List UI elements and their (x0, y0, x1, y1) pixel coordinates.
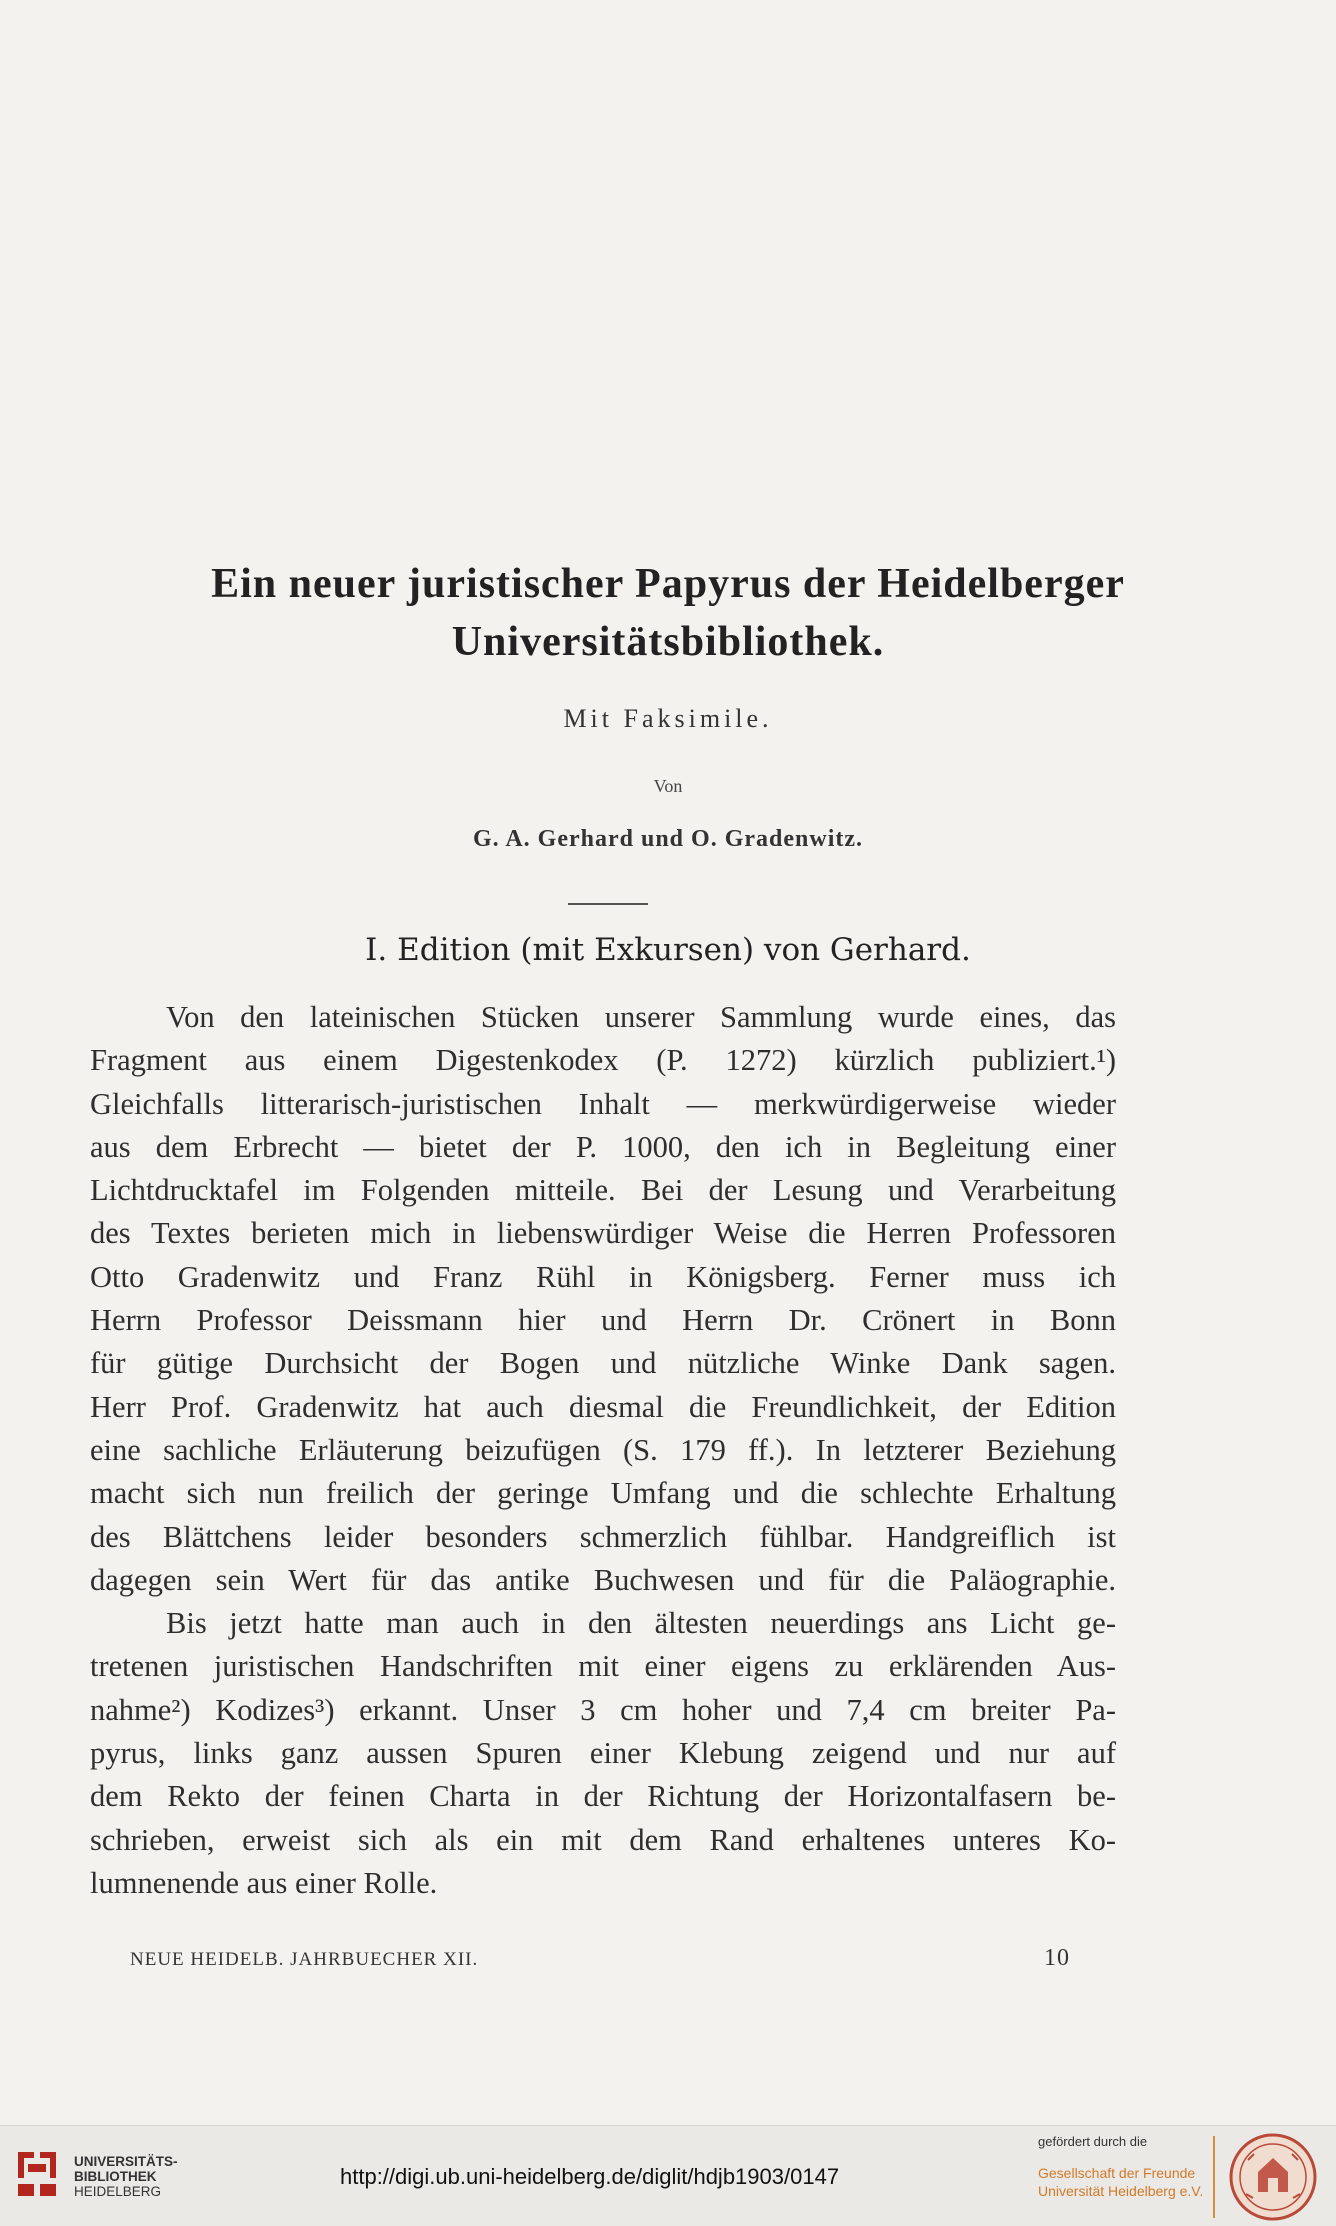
sponsor-name[interactable] (1038, 2164, 1203, 2200)
body-line: Von den lateinischen Stücken unserer Sammlung wurde eines, das (166, 1000, 1116, 1034)
body-line: tretenen juristischen Handschriften mit einer eigens zu erklärenden Aus- (90, 1649, 1116, 1684)
body-line: Gleichfalls litterarisch-juristischen Inhalt — merkwürdigerweise wieder (90, 1086, 1116, 1121)
body-line: schrieben, erweist sich als ein mit dem Rand erhaltenes unteres Ko- (90, 1822, 1116, 1857)
body-line: nahme²) Kodizes³) erkannt. Unser 3 cm hoher und 7,4 cm breiter Pa- (90, 1692, 1116, 1727)
byline-von: Von (653, 776, 683, 796)
body-line: Herrn Professor Deissmann hier und Herrn Dr. Crönert in Bonn (90, 1303, 1116, 1338)
article-title-line1: Ein neuer juristischer Papyrus der Heidelberger (211, 561, 1125, 607)
ub-heidelberg-wordmark (74, 2154, 178, 2199)
body-line: Herr Prof. Gradenwitz hat auch diesmal die Freundlichkeit, der Edition (90, 1389, 1116, 1424)
viewer-footer-bar (0, 2125, 1336, 2226)
body-line: pyrus, links ganz aussen Spuren einer Klebung zeigend und nur auf (90, 1736, 1116, 1771)
body-line: des Blättchens leider besonders schmerzlich fühlbar. Handgreiflich ist (90, 1519, 1116, 1554)
body-line: Lichtdrucktafel im Folgenden mitteile. Bei der Lesung und Verarbeitung (90, 1173, 1116, 1208)
body-text (90, 996, 1116, 1905)
ub-heidelberg-logo-icon[interactable] (14, 2148, 60, 2200)
article-subtitle: Mit Faksimile. (563, 704, 773, 733)
library-name-line1: UNIVERSITÄTS- (74, 2154, 178, 2169)
section-heading: I. Edition (mit Exkursen) von Gerhard. (365, 932, 971, 968)
body-line: Bis jetzt hatte man auch in den ältesten neuerdings ans Licht ge- (166, 1606, 1116, 1641)
sponsor-label: gefördert durch die (1038, 2134, 1148, 2149)
body-line: aus dem Erbrecht — bietet der P. 1000, den ich in Begleitung einer (90, 1129, 1116, 1164)
journal-name: NEUE HEIDELB. JAHRBUECHER XII. (130, 1949, 479, 1970)
body-line: dagegen sein Wert für das antike Buchwesen und für die Paläographie. (90, 1562, 1116, 1597)
body-line: dem Rekto der feinen Charta in der Richtung der Horizontalfasern be- (90, 1779, 1116, 1814)
university-seal-icon[interactable] (1228, 2132, 1318, 2222)
body-line: lumnenende aus einer Rolle. (90, 1865, 438, 1900)
body-line: für gütige Durchsicht der Bogen und nützliche Winke Dank sagen. (90, 1346, 1116, 1381)
sponsor-divider (1213, 2136, 1215, 2218)
library-name-line3: HEIDELBERG (74, 2184, 162, 2199)
body-line: Fragment aus einem Digestenkodex (P. 1272) kürzlich publiziert.¹) (90, 1043, 1116, 1078)
divider-rule (568, 903, 648, 905)
sponsor-name-line2: Universität Heidelberg e.V. (1038, 2183, 1204, 2199)
permalink-url[interactable]: http://digi.ub.uni-heidelberg.de/diglit/hdjb1903/0147 (340, 2164, 840, 2189)
sponsor-name-line1: Gesellschaft der Freunde (1038, 2165, 1196, 2181)
body-line: macht sich nun freilich der geringe Umfang und die schlechte Erhaltung (90, 1476, 1116, 1511)
page-number: 10 (1044, 1945, 1070, 1971)
article-authors: G. A. Gerhard und O. Gradenwitz. (472, 826, 864, 852)
body-line: des Textes berieten mich in liebenswürdiger Weise die Herren Professoren (90, 1216, 1116, 1251)
running-footer (130, 1945, 1070, 1971)
article-title-line2: Universitätsbibliothek. (451, 619, 885, 665)
body-line: eine sachliche Erläuterung beizufügen (S. 179 ff.). In letzterer Beziehung (90, 1432, 1116, 1467)
library-name-line2: BIBLIOTHEK (74, 2169, 157, 2184)
body-line: Otto Gradenwitz und Franz Rühl in Königsberg. Ferner muss ich (90, 1259, 1116, 1294)
